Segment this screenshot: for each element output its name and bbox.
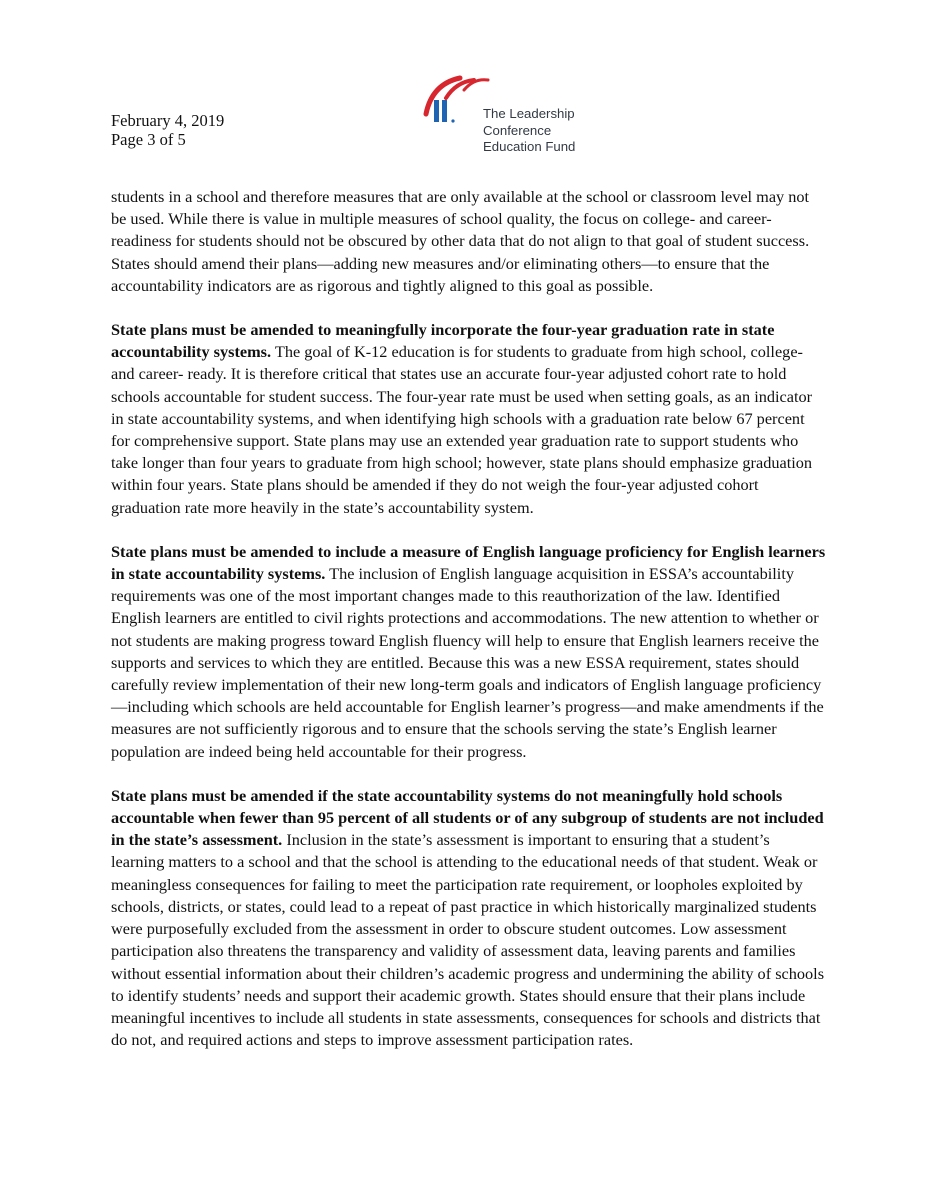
letter-body [111, 186, 826, 1073]
org-name-line: Conference [483, 122, 552, 138]
paragraph-text: The goal of K-12 education is for students to graduate from high school, college- and career- ready. It is therefore critical that states use an accurate four-year adjusted cohort rate to hold schools accountable for student success. The four-year rate must be used when setting goals, as an indicator in state accountability systems, and when identifying high schools with a graduation rate below 67 percent for comprehensive support. State plans may use an extended year graduation rate to support students who take longer than four years to graduate from high school; however, state plans should emphasize graduation within four years. State plans should be amended if they do not weigh the four-year adjusted cohort graduation rate more heavily in the state’s accountability system. [111, 342, 813, 517]
page-number: Page 3 of 5 [111, 130, 186, 149]
paragraph-heading: State plans must be amended to include a measure of English language proficiency for English learners in state accountability systems. [111, 541, 826, 584]
paragraph-heading: State plans must be amended to meaningfully incorporate the four-year graduation rate in state accountability systems. [111, 320, 775, 362]
paragraph-text: The inclusion of English language acquisition in ESSA’s accountability requirements was one of the most important changes made to this reauthorization of the law. Identified English learners are entitled to civil rights protections and accommodations. The new attention to whether or not students are making progress toward English fluency will help to ensure that English learners receive the supports and services to which they are entitled. Because this was a new ESSA requirement, states should carefully review implementation of their new long-term goals and indicators of English language proficiency—including which schools are held accountable for English learner’s progress—and make amendments if the measures are not sufficiently rigorous and to ensure that the schools serving the state’s English learner population are indeed being held accountable for their progress. [111, 564, 824, 761]
paragraph-english-proficiency [111, 541, 826, 763]
organization-name [483, 106, 575, 156]
paragraph-graduation-rate [111, 319, 826, 519]
letter-date: February 4, 2019 [111, 111, 225, 130]
paragraph-assessment-participation [111, 785, 826, 1051]
letter-header [111, 111, 224, 149]
org-name-line: Education Fund [483, 139, 576, 154]
paragraph-text: Inclusion in the state’s assessment is important to ensuring that a student’s learning matters to a school and that the school is attending to the educational needs of that student. Weak or meaningless consequences for failing to meet the participation rate requirement, or loopholes exploited by schools, districts, or states, could lead to a repeat of past practice in which historically marginalized students were purposefully excluded from the assessment in order to obscure student outcomes. Low assessment participation also threatens the transparency and validity of assessment data, leaving parents and families without essential information about their children’s academic progress and undermining the ability of schools to identify students’ needs and support their academic growth. States should ensure that their plans include meaningful incentives to include all students in state assessments, consequences for schools and districts that do not, and required actions and steps to improve assessment participation rates. [111, 830, 825, 1050]
organization-logo [420, 70, 620, 154]
paragraph-quality-measures [111, 186, 826, 297]
paragraph-heading: State plans must be amended if the state accountability systems do not meaningfully hold schools accountable when fewer than 95 percent of all students or of any subgroup of students are not included in the state’s assessment. [111, 785, 824, 850]
org-name-line: The Leadership [483, 106, 575, 121]
paragraph-text: students in a school and therefore measures that are only available at the school or classroom level may not be used. While there is value in multiple measures of school quality, the focus on college- and career-readiness for students should not be obscured by other data that do not align to that goal of student success. States should amend their plans—adding new measures and/or eliminating others—to ensure that the accountability indicators are as rigorous and tightly aligned to this goal as possible. [111, 187, 810, 295]
